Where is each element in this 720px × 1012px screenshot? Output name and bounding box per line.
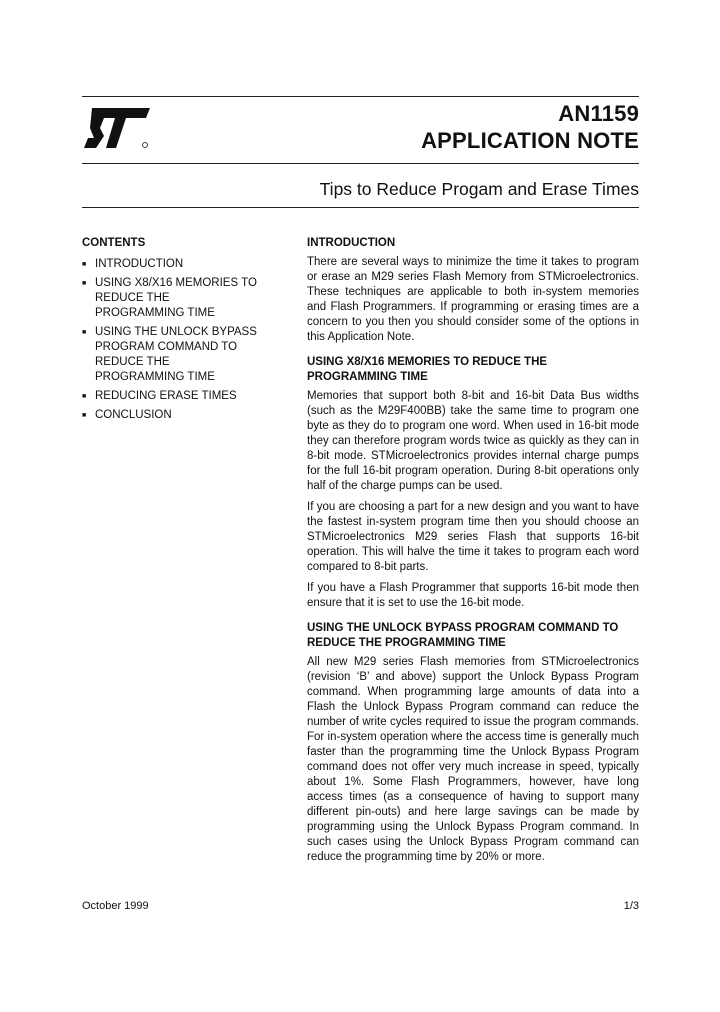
bullet-icon: ■ [82, 280, 87, 287]
section-heading: INTRODUCTION [307, 237, 396, 249]
top-rule [82, 96, 639, 97]
contents-item-x8x16[interactable]: ■ USING X8/X16 MEMORIES TO REDUCE THE PROGRAMMING TIME [82, 277, 257, 319]
paragraph: All new M29 series Flash memories from STMicroelectronics (revision ‘B’ and above) support the Unlock Bypass Program command. When programming large amounts of data into a Flash the Unlock Bypass Program command can reduce the number of write cycles required to issue the program commands. For in-system operation where the access time is generally much faster than the programming time the Unlock Bypass Program command does not offer very much increase in speed, typically about 1%. Some Flash Programmers, however, have long access times (as a consequence of having to support many different pin-outs) and here large savings can be made by programming using the Unlock Bypass Program command. In such cases using the Unlock Bypass Program command can reduce the programming time by 20% or more. [307, 656, 639, 863]
contents [82, 236, 262, 427]
section-x8x16 [307, 355, 639, 611]
footer-date: October 1999 [82, 900, 149, 912]
section-heading: USING THE UNLOCK BYPASS PROGRAM COMMAND TO REDUCE THE PROGRAMMING TIME [307, 622, 619, 649]
section-heading: USING X8/X16 MEMORIES TO REDUCE THE PROGRAMMING TIME [307, 356, 548, 383]
section-unlock-bypass [307, 621, 639, 865]
contents-item-unlock-bypass[interactable]: ■ USING THE UNLOCK BYPASS PROGRAM COMMAND TO REDUCE THE PROGRAMMING TIME [82, 326, 257, 383]
paragraph: There are several ways to minimize the time it takes to program or erase an M29 series Flash Memory from STMicroelectronics. These techniques are applicable to both in-system memories and Flash Programmers. If programming or erasing times are a concern to you then you should consider some of the options in this Application Note. [307, 256, 639, 343]
bullet-icon: ■ [82, 393, 87, 400]
contents-list [82, 257, 262, 423]
page-subtitle: Tips to Reduce Progam and Erase Times [319, 179, 639, 199]
subtitle-rule [82, 207, 639, 208]
doc-id: AN1159 [558, 101, 639, 126]
contents-item-introduction[interactable]: ■ INTRODUCTION [82, 258, 184, 270]
bullet-icon: ■ [82, 261, 87, 268]
bullet-icon: ■ [82, 329, 87, 336]
section-introduction [307, 236, 639, 345]
contents-item-erase-times[interactable]: ■ REDUCING ERASE TIMES [82, 390, 237, 402]
st-logo [82, 104, 154, 154]
contents-heading: CONTENTS [82, 237, 146, 249]
page-number: 1/3 [623, 900, 639, 912]
paragraph: Memories that support both 8-bit and 16-bit Data Bus widths (such as the M29F400BB) take the same time to program one byte as they do to program one word. When used in 16-bit mode they can therefore program words twice as quickly as they can in 8-bit mode. STMicroelectronics provides internal charge pumps for the full 16-bit program operation. During 8-bit operations only half of the charge pumps can be used. [307, 390, 639, 492]
bullet-icon: ■ [82, 412, 87, 419]
doc-type: APPLICATION NOTE [421, 128, 639, 153]
main-content [307, 236, 639, 875]
contents-item-conclusion[interactable]: ■ CONCLUSION [82, 409, 172, 421]
title-rule [82, 163, 639, 164]
paragraph: If you have a Flash Programmer that supports 16-bit mode then ensure that it is set to use the 16-bit mode. [307, 582, 639, 609]
paragraph: If you are choosing a part for a new design and you want to have the fastest in-system program time then you should choose an STMicroelectronics M29 series Flash that supports 16-bit operation. This will halve the time it takes to program each word compared to 8-bit parts. [307, 501, 639, 573]
